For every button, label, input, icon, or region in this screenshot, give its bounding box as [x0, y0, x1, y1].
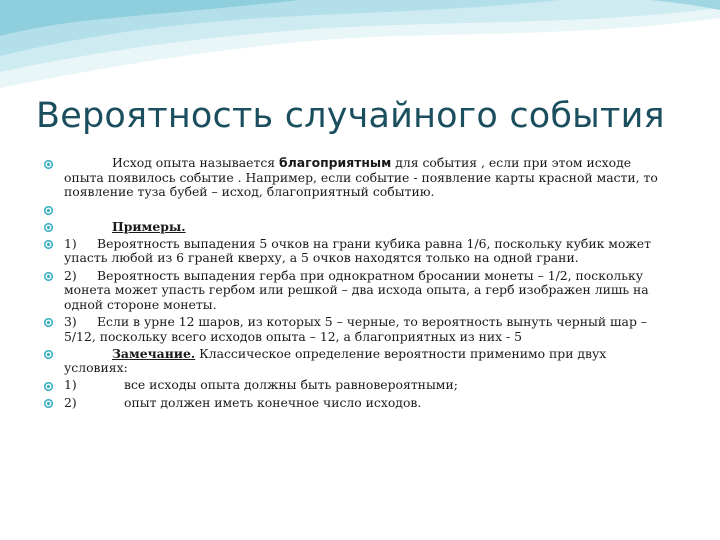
definition-text-end: для события , если при этом исходе опыта появилось событие . Например, если событие - появление карты красной масти, то появление туза бубей – исход, благоприятный событию.	[64, 155, 658, 200]
list-item	[44, 396, 664, 411]
bullet-icon	[44, 240, 53, 249]
item-number: 1)	[64, 235, 77, 251]
item-number: 2)	[64, 267, 77, 283]
list-item	[44, 156, 664, 200]
item-text: Вероятность выпадения герба при однократном бросании монеты – 1/2, поскольку монета может упасть гербом или решкой – два исхода опыта, а герб изображен лишь на одной стороне монеты.	[64, 267, 649, 312]
bullet-icon	[44, 399, 53, 408]
item-text: Если в урне 12 шаров, из которых 5 – черные, то вероятность вынуть черный шар – 5/12, поскольку всего исходов опыта – 12, а благоприятных из них - 5	[64, 313, 648, 344]
slide-content	[44, 156, 664, 413]
definition-term: благоприятным	[279, 155, 392, 170]
item-number: 3)	[64, 313, 77, 329]
list-item	[44, 378, 664, 393]
examples-label: Примеры.	[112, 218, 186, 234]
item-text: все исходы опыта должны быть равновероятными;	[124, 377, 458, 393]
bullet-icon	[44, 350, 53, 359]
bullet-icon	[44, 382, 53, 391]
item-text: Вероятность выпадения 5 очков на грани кубика равна 1/6, поскольку кубик может упасть любой из 6 граней кверху, а 5 очков находятся только на одной грани.	[64, 235, 651, 266]
item-number: 1)	[64, 377, 77, 393]
definition-text-start: Исход опыта называется	[112, 155, 280, 170]
bullet-icon	[44, 272, 53, 281]
list-item	[44, 315, 664, 344]
bullet-icon	[44, 160, 53, 169]
list-item	[44, 269, 664, 313]
remark-text: Классическое определение вероятности применимо при двух условиях:	[64, 345, 607, 376]
bullet-icon	[44, 223, 53, 232]
remark-label: Замечание.	[112, 345, 196, 361]
item-number: 2)	[64, 394, 77, 410]
list-item-examples-heading	[44, 220, 664, 235]
item-text: опыт должен иметь конечное число исходов.	[124, 394, 422, 410]
list-item-empty	[44, 202, 664, 217]
list-item	[44, 237, 664, 266]
header-wave-decoration	[0, 0, 720, 100]
slide-title: Вероятность случайного события	[36, 96, 665, 136]
bullet-icon	[44, 318, 53, 327]
bullet-icon	[44, 206, 53, 215]
list-item-remark	[44, 347, 664, 376]
